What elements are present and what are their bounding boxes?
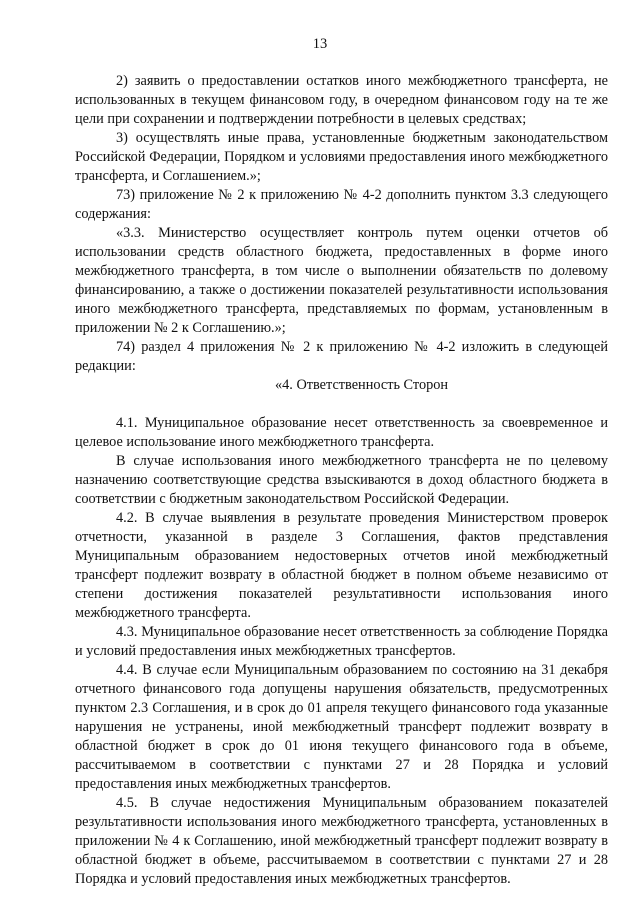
document-body — [75, 72, 608, 889]
paragraph-4-5: 4.5. В случае недостижения Муниципальным образованием показателей результативности использования иного межбюджетного трансферта, установленных в приложении № 4 к Соглашению, иной межбюджетный трансферт подлежит возврату в областной бюджет в объеме, рассчитываемом в соответствии с пунктами 27 и 28 Порядка и условий предоставления иных межбюджетных трансфертов. — [75, 795, 608, 887]
paragraph-4-1: 4.1. Муниципальное образование несет ответственность за своевременное и целевое использование иного межбюджетного трансферта. — [75, 415, 608, 450]
paragraph-4-2: 4.2. В случае выявления в результате проведения Министерством проверок отчетности, указанной в разделе 3 Соглашения, фактов представления Муниципальным образованием недостоверных отчетов иной межбюджетный трансферт подлежит возврату в областной бюджет в полном объеме независимо от степени достижения показателей результативности использования иного межбюджетного трансферта. — [75, 510, 608, 621]
page-number: 13 — [312, 36, 328, 52]
paragraph-misuse: В случае использования иного межбюджетного трансферта не по целевому назначению соответствующие средства взыскиваются в доход областного бюджета в соответствии с бюджетным законодательством Российской Федерации. — [75, 453, 608, 507]
paragraph-4-4: 4.4. В случае если Муниципальным образованием по состоянию на 31 декабря отчетного финансового года допущены нарушения обязательств, предусмотренных пунктом 2.3 Соглашения, и в срок до 01 апреля текущего финансового года указанные нарушения не устранены, иной межбюджетный трансферт подлежит возврату в областной бюджет в срок до 01 июня текущего финансового года в объеме, рассчитываемом в соответствии с пунктами 27 и 28 Порядка и условий предоставления иных межбюджетных трансфертов. — [75, 662, 608, 792]
section-heading: «4. Ответственность Сторон — [275, 377, 449, 393]
paragraph-clause-3: 3) осуществлять иные права, установленные бюджетным законодательством Российской Федерации, Порядком и условиями предоставления иного межбюджетного трансферта, и Соглашением.»; — [75, 130, 608, 184]
paragraph-item-74: 74) раздел 4 приложения № 2 к приложению № 4-2 изложить в следующей редакции: — [75, 339, 608, 374]
paragraph-point-3-3: «3.3. Министерство осуществляет контроль путем оценки отчетов об использовании средств областного бюджета, предоставленных в форме иного межбюджетного трансферта, в том числе о выполнении обязательств по долевому финансированию, а также о достижении показателей результативности использования иного межбюджетного трансферта, представляемых по формам, установленным в приложении № 2 к Соглашению.»; — [75, 225, 608, 336]
paragraph-clause-2: 2) заявить о предоставлении остатков иного межбюджетного трансферта, не использованных в текущем финансовом году, в очередном финансовом году на те же цели при сохранении и подтверждении потребности в целевых средствах; — [75, 73, 608, 127]
paragraph-item-73: 73) приложение № 2 к приложению № 4-2 дополнить пунктом 3.3 следующего содержания: — [75, 187, 608, 222]
paragraph-4-3: 4.3. Муниципальное образование несет ответственность за соблюдение Порядка и условий предоставления иных межбюджетных трансфертов. — [75, 624, 608, 659]
